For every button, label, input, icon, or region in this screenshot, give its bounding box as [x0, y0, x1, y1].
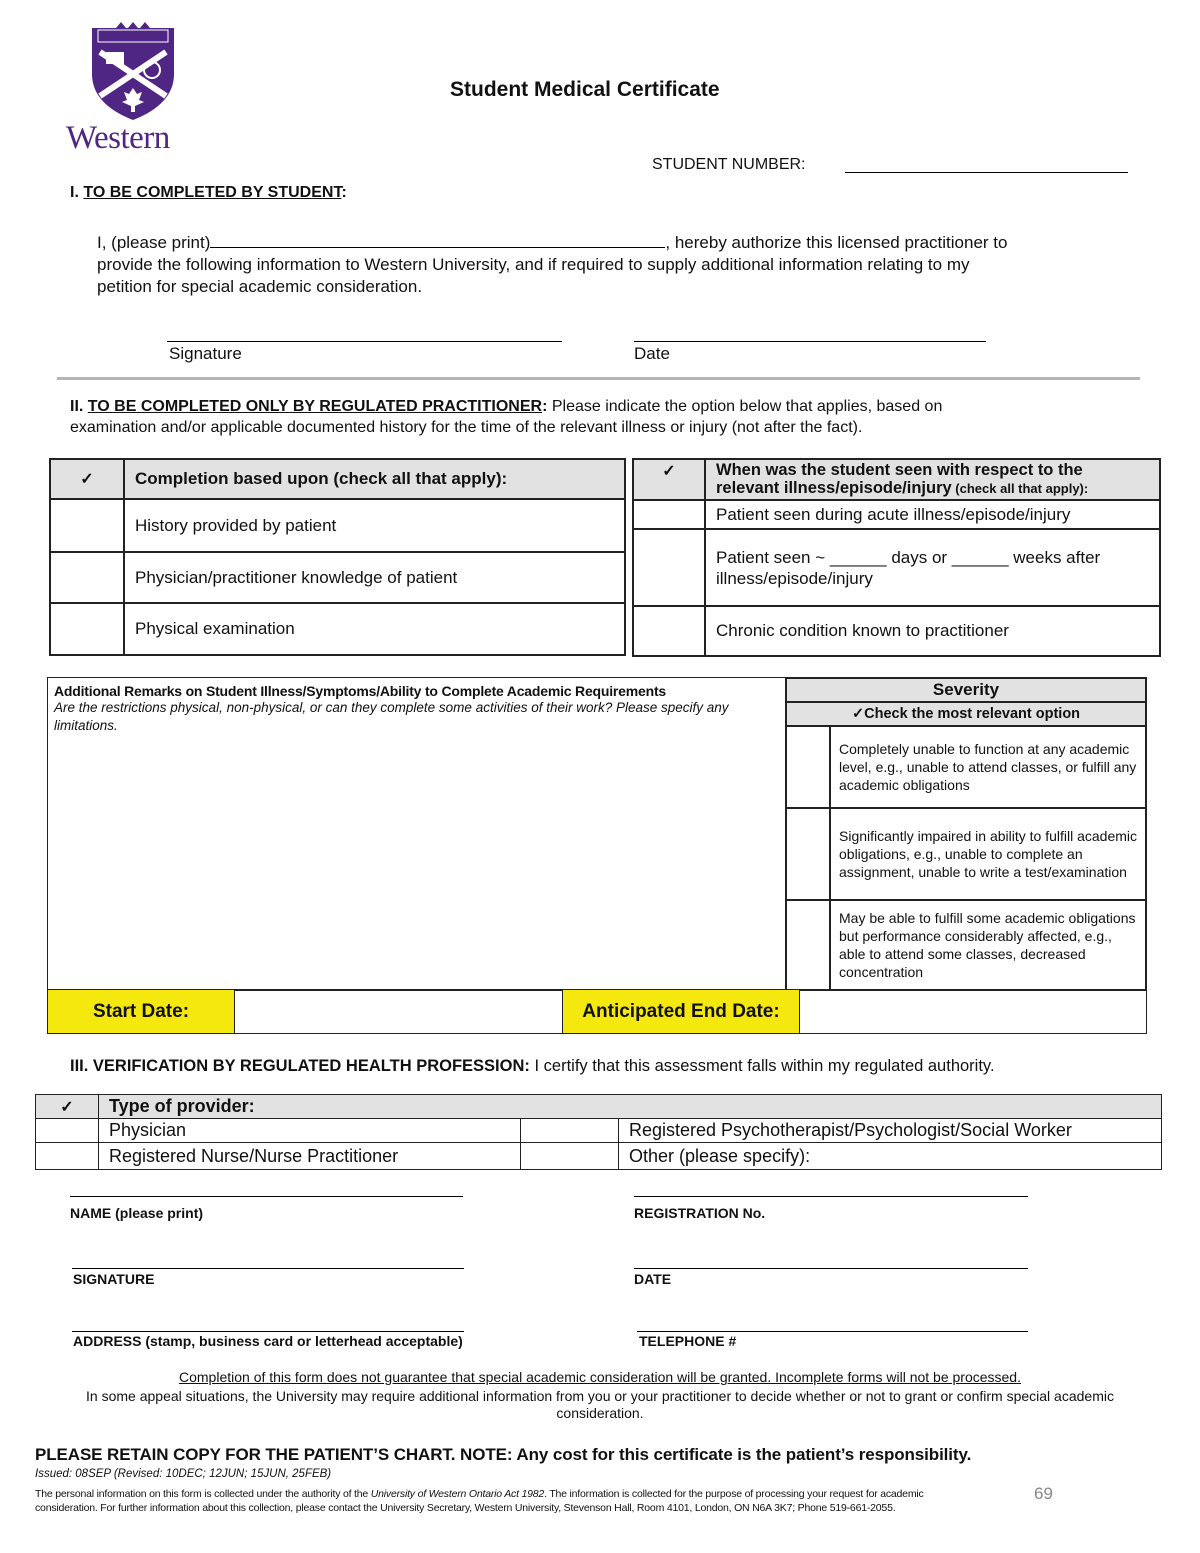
section2-intro-text: Please indicate the option below that applies, based on: [547, 398, 943, 415]
option-days-after-line1: Patient seen ~ ______ days or ______ weeks after: [716, 547, 1101, 567]
severity-title: Severity: [786, 678, 1146, 702]
registration-field[interactable]: [634, 1196, 1028, 1197]
checkbox-chronic[interactable]: [633, 606, 705, 656]
checkbox-acute[interactable]: [633, 500, 705, 529]
seen-timing-header-line1: When was the student seen with respect to the: [716, 461, 1083, 479]
section1-colon: :: [341, 184, 347, 201]
practitioner-signature-label: SIGNATURE: [73, 1271, 155, 1287]
checkbox-severity-1[interactable]: [786, 726, 830, 808]
section1-prefix: I.: [70, 184, 79, 201]
practitioner-date-label: DATE: [634, 1271, 672, 1287]
completion-basis-table: [49, 458, 626, 656]
practitioner-date-field[interactable]: [634, 1268, 1028, 1269]
severity-option-1: Completely unable to function at any academic level, e.g., unable to attend classes, or fulfill any academic obligations: [830, 726, 1146, 808]
privacy-notice: [35, 1487, 1115, 1515]
provider-type-table: [35, 1094, 1162, 1170]
severity-option-2: Significantly impaired in ability to fulfill academic obligations, e.g., unable to complete an assignment, unable to write a test/examination: [830, 808, 1146, 900]
section2-heading: TO BE COMPLETED ONLY BY REGULATED PRACTITIONER: [87, 398, 543, 415]
privacy-text-c: consideration. For further information about this collection, please contact the University Secretary, Western University, Stevenson Hall, Room 4101, London, ON N6A 3K7; Phone 519-661-2055.: [35, 1502, 896, 1514]
checkbox-physician[interactable]: [36, 1119, 99, 1143]
authorize-text-line2: provide the following information to Western University, and if required to supply additional information relating to my: [97, 255, 970, 274]
checkbox-severity-3[interactable]: [786, 900, 830, 990]
checkbox-history[interactable]: [50, 499, 124, 552]
section1-heading-text: TO BE COMPLETED BY STUDENT: [83, 184, 342, 201]
address-label: ADDRESS (stamp, business card or letterhead acceptable): [73, 1333, 463, 1349]
option-chronic: Chronic condition known to practitioner: [705, 606, 1160, 656]
provider-psychotherapist: Registered Psychotherapist/Psychologist/Social Worker: [619, 1119, 1162, 1143]
severity-subtitle-text: Check the most relevant option: [864, 706, 1081, 722]
checkbox-examination[interactable]: [50, 603, 124, 655]
practitioner-name-field[interactable]: [70, 1196, 463, 1197]
end-date-field[interactable]: [800, 990, 1147, 1034]
option-history: History provided by patient: [124, 499, 625, 552]
start-date-label: Start Date:: [48, 990, 235, 1034]
check-column-header-right: ✓: [633, 459, 705, 500]
seen-timing-header: [705, 459, 1160, 500]
privacy-text-b: . The information is collected for the purpose of processing your request for academic: [544, 1488, 924, 1500]
option-knowledge: Physician/practitioner knowledge of patient: [124, 552, 625, 603]
student-name-field[interactable]: [210, 231, 665, 248]
completion-note: Completion of this form does not guarantee that special academic consideration will be granted. Incomplete forms will not be processed.: [178, 1369, 1021, 1385]
please-print-label: I, (please print): [97, 233, 211, 252]
remarks-title: Additional Remarks on Student Illness/Symptoms/Ability to Complete Academic Requirements: [54, 683, 667, 699]
student-date-label: Date: [634, 344, 670, 363]
telephone-label: TELEPHONE #: [639, 1333, 737, 1349]
checkbox-days-after[interactable]: [633, 529, 705, 606]
start-date-field[interactable]: [235, 990, 563, 1034]
completion-basis-header: Completion based upon (check all that apply):: [124, 459, 625, 499]
option-acute: Patient seen during acute illness/episode/injury: [705, 500, 1160, 529]
severity-check-icon: ✓: [851, 706, 865, 722]
logo-wordmark: Western: [66, 120, 170, 156]
section-divider: [57, 377, 1140, 380]
registration-label: REGISTRATION No.: [634, 1205, 766, 1221]
severity-subtitle: [786, 702, 1146, 726]
section2-intro-text-2: examination and/or applicable documented history for the time of the relevant illness or injury (not after the fact).: [70, 419, 863, 436]
checkbox-knowledge[interactable]: [50, 552, 124, 603]
section2-prefix: II.: [70, 398, 84, 415]
seen-timing-header-line2: relevant illness/episode/injury: [716, 479, 952, 497]
severity-option-3: May be able to fulfill some academic obligations but performance considerably affected, e.g., able to attend some classes, decreased concentration: [830, 900, 1146, 990]
student-date-field[interactable]: [634, 341, 986, 342]
appeal-note: In some appeal situations, the University may require additional information from you or your practitioner to decide whether or not to grant or confirm special academic consideration.: [86, 1388, 1114, 1421]
seen-timing-header-note: (check all that apply):: [951, 481, 1089, 496]
section3-text: I certify that this assessment falls within my regulated authority.: [529, 1057, 995, 1075]
option-examination: Physical examination: [124, 603, 625, 655]
checkbox-psychotherapist[interactable]: [521, 1119, 619, 1143]
option-days-after-line2: illness/episode/injury: [716, 568, 873, 588]
student-number-label: STUDENT NUMBER:: [652, 156, 806, 173]
practitioner-name-label: NAME (please print): [70, 1205, 204, 1221]
section1-heading: [70, 184, 347, 202]
severity-table: [785, 677, 1147, 991]
student-number-field[interactable]: [845, 172, 1128, 173]
section2-colon: :: [542, 398, 548, 415]
provider-nurse: Registered Nurse/Nurse Practitioner: [99, 1143, 521, 1170]
issued-line: Issued: 08SEP (Revised: 10DEC; 12JUN; 15JUN, 25FEB): [35, 1468, 332, 1480]
privacy-text-a: The personal information on this form is collected under the authority of the: [35, 1488, 371, 1500]
seen-timing-table: [632, 458, 1161, 657]
authorize-text-line3: petition for special academic consideration.: [97, 277, 423, 296]
western-logo: [66, 22, 191, 157]
student-signature-label: Signature: [169, 344, 242, 363]
page-number: 69: [1034, 1484, 1053, 1503]
telephone-field[interactable]: [637, 1331, 1028, 1332]
retain-copy-note: PLEASE RETAIN COPY FOR THE PATIENT’S CHART. NOTE: Any cost for this certificate is the patient’s responsibility.: [35, 1445, 972, 1464]
address-field[interactable]: [72, 1331, 464, 1332]
provider-type-header: Type of provider:: [99, 1095, 1162, 1119]
provider-physician: Physician: [99, 1119, 521, 1143]
page-title: Student Medical Certificate: [450, 78, 720, 101]
section3-title: III. VERIFICATION BY REGULATED HEALTH PROFESSION:: [70, 1057, 530, 1075]
section2-intro: [70, 396, 1140, 438]
authorize-text: , hereby authorize this licensed practitioner to: [665, 233, 1008, 252]
authorization-paragraph: [97, 231, 1137, 298]
practitioner-signature-field[interactable]: [72, 1268, 464, 1269]
checkbox-severity-2[interactable]: [786, 808, 830, 900]
checkbox-other[interactable]: [521, 1143, 619, 1170]
provider-other: Other (please specify):: [619, 1143, 1162, 1170]
student-signature-field[interactable]: [167, 341, 562, 342]
section3-heading: [70, 1057, 995, 1076]
crest-icon: [88, 22, 178, 122]
check-column-header: ✓: [50, 459, 124, 499]
end-date-label: Anticipated End Date:: [563, 990, 800, 1034]
remarks-subtitle: Are the restrictions physical, non-physical, or can they complete some activities of their work? Please specify any limitations.: [54, 700, 729, 733]
provider-check-header: ✓: [36, 1095, 99, 1119]
remarks-box[interactable]: [47, 677, 787, 991]
privacy-act: University of Western Ontario Act 1982: [370, 1488, 545, 1500]
option-days-after: [705, 529, 1160, 606]
dates-table: [47, 989, 1147, 1034]
checkbox-nurse[interactable]: [36, 1143, 99, 1170]
